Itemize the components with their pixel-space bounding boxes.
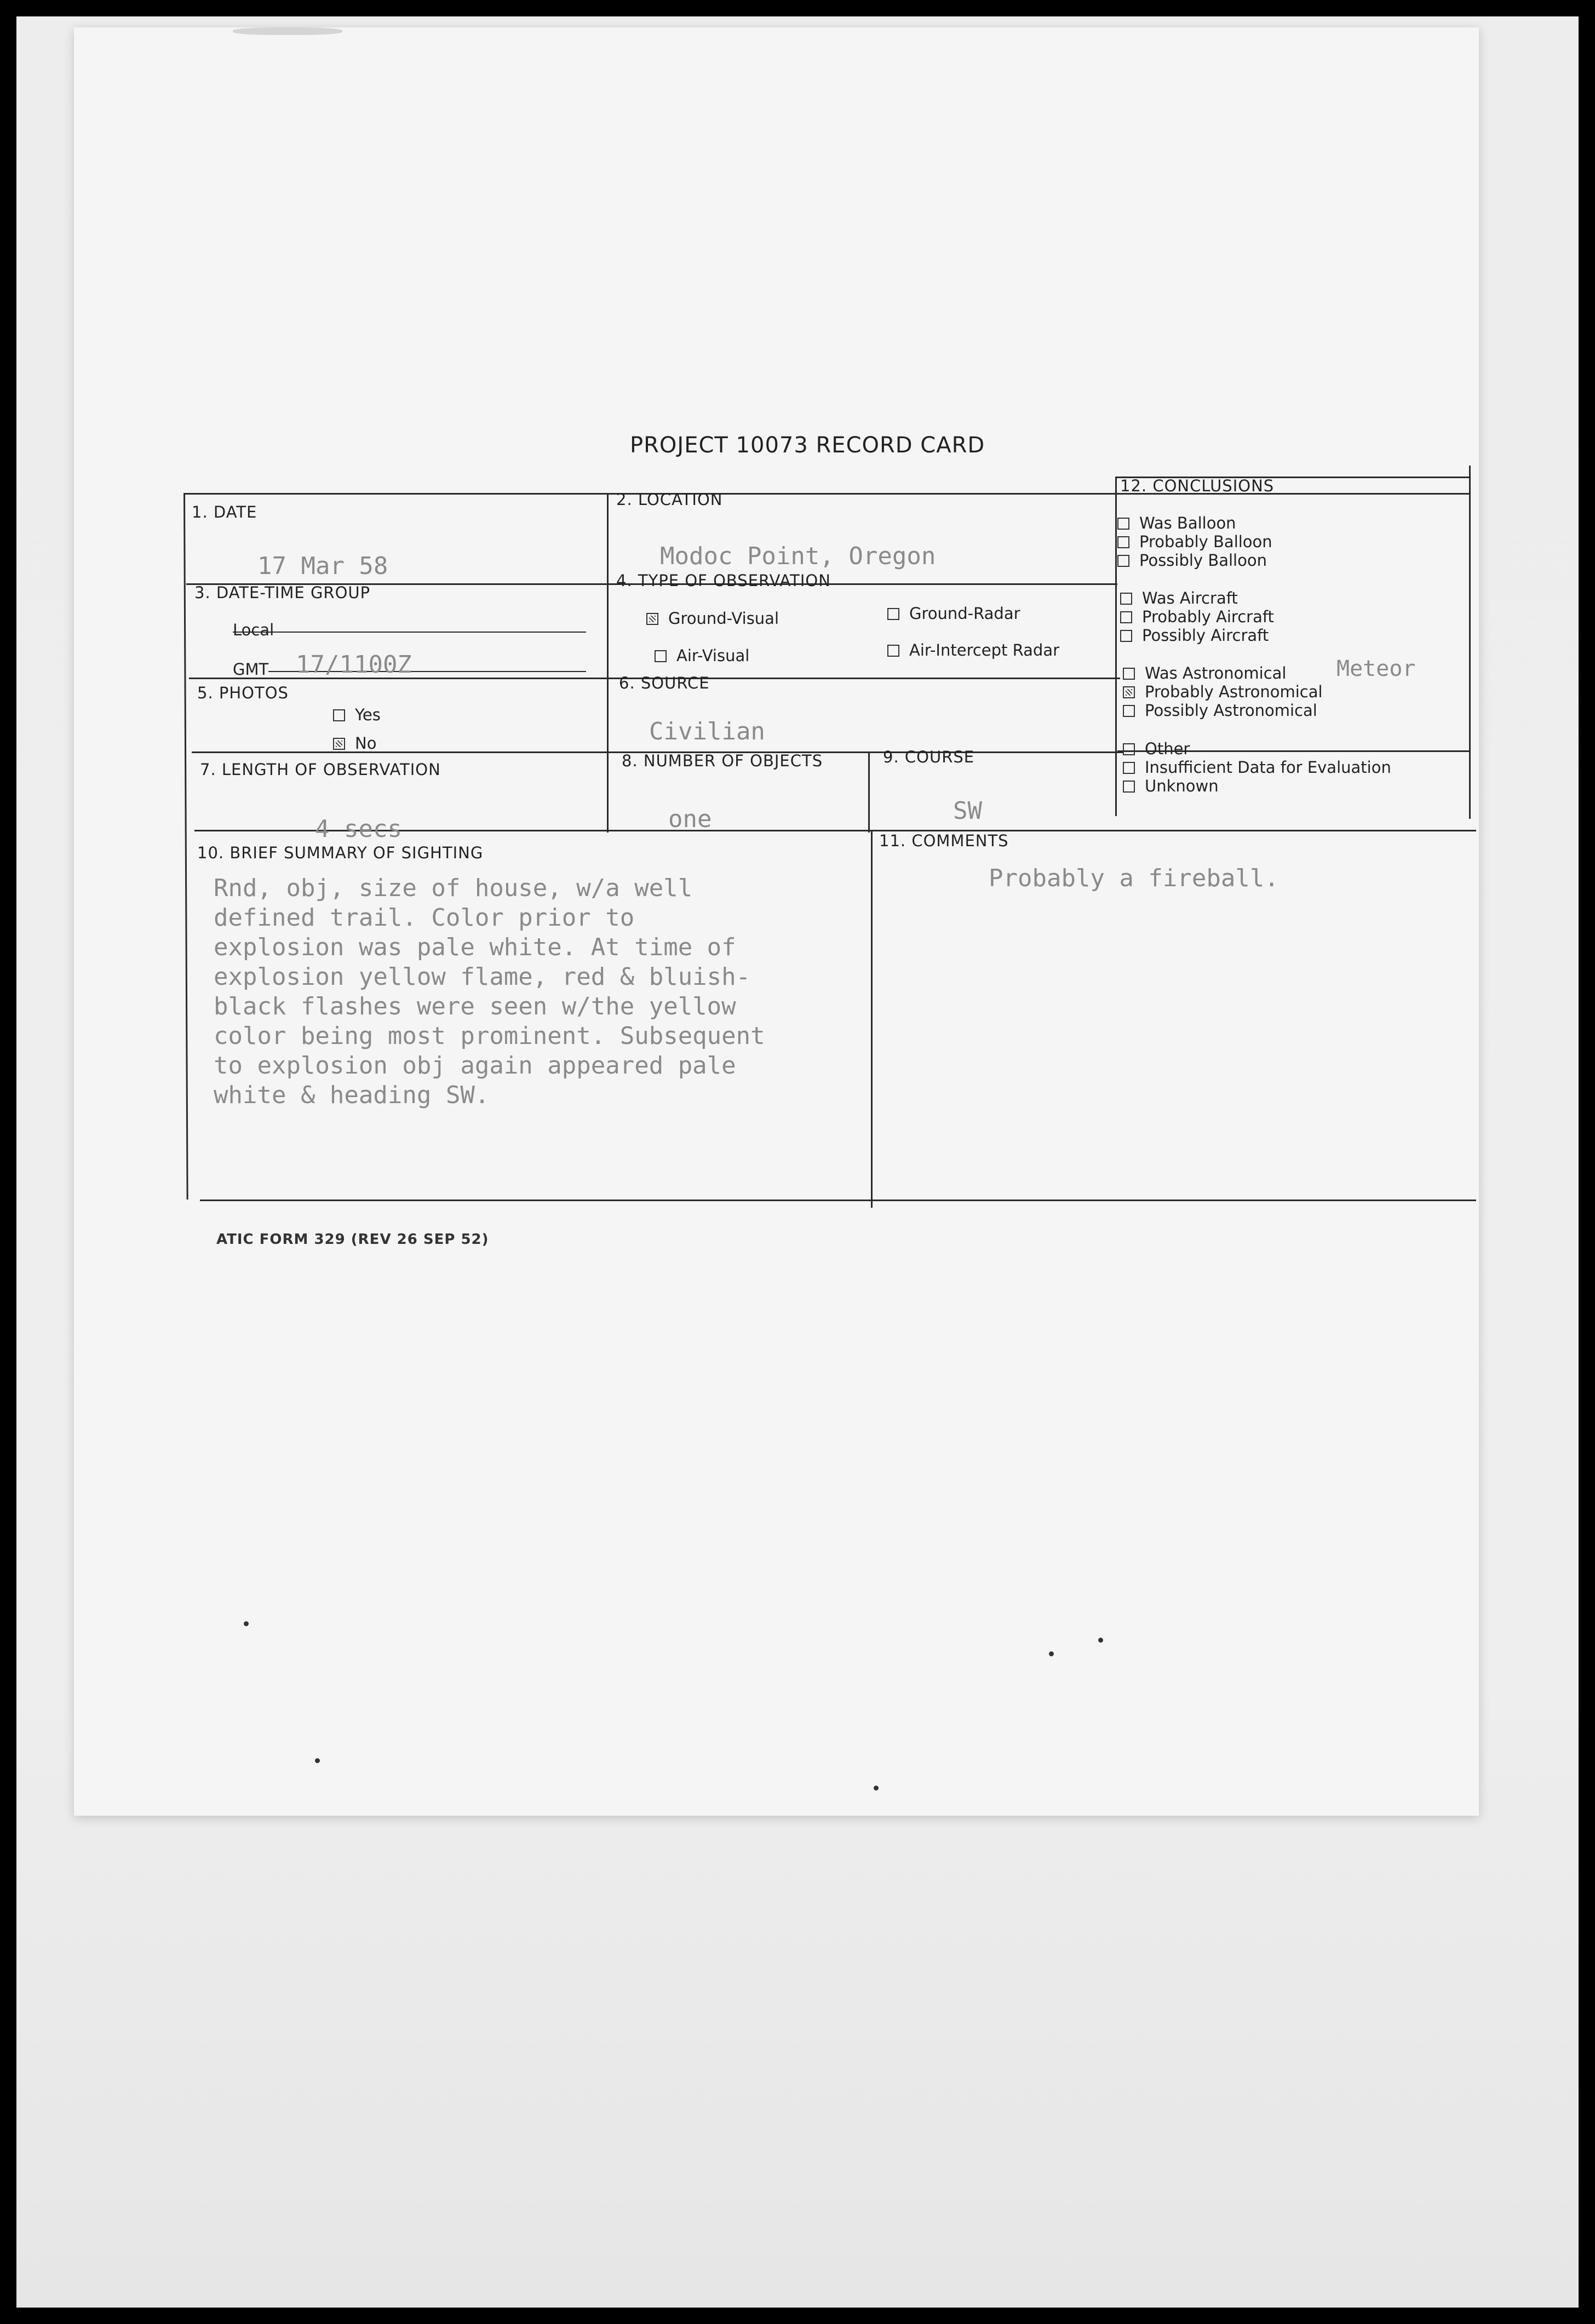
location-label: 2. LOCATION [616,490,723,509]
conclusion-probably-aircraft: Probably Aircraft [1120,607,1274,626]
local-underline [233,632,586,633]
photos-yes-option: Yes [333,705,381,724]
type-of-observation-label: 4. TYPE OF OBSERVATION [616,571,831,590]
conclusion-insufficient-data: Insufficient Data for Evaluation [1123,758,1391,777]
conclusion-other: Other [1123,739,1190,758]
source-label: 6. SOURCE [619,674,710,692]
conclusion-probably-balloon: Probably Balloon [1117,532,1272,551]
air-intercept-radar-option: Air-Intercept Radar [887,641,1059,659]
checkbox-icon [655,650,667,662]
summary-line: explosion was pale white. At time of [214,933,736,961]
conclusions-label: 12. CONCLUSIONS [1120,477,1275,495]
summary-line: white & heading SW. [214,1081,490,1109]
scan-smudge [233,27,342,35]
number-of-objects-value: one [668,805,712,833]
checkbox-icon [333,709,345,721]
checkbox-icon [1123,743,1135,755]
date-value: 17 Mar 58 [257,552,388,580]
checkbox-icon [1120,611,1132,623]
dust-speck [1098,1638,1103,1643]
course-value: SW [953,797,982,825]
astronomical-note: Meteor [1336,656,1416,681]
card-title: PROJECT 10073 RECORD CARD [630,433,985,458]
length-of-observation-value: 4 secs [315,815,402,843]
dust-speck [1049,1651,1054,1656]
summary-line: color being most prominent. Subsequent [214,1022,765,1050]
conclusion-was-balloon: Was Balloon [1117,514,1236,532]
conclusion-was-astronomical: Was Astronomical [1123,664,1286,682]
conclusion-unknown: Unknown [1123,777,1219,795]
rule [868,751,870,833]
checkbox-icon [1117,536,1129,548]
checkbox-icon [646,613,658,625]
gmt-value: 17/1100Z [296,651,412,679]
conclusion-was-aircraft: Was Aircraft [1120,589,1238,607]
conclusion-possibly-astronomical: Possibly Astronomical [1123,701,1317,720]
dust-speck [315,1758,320,1763]
checkbox-icon [1117,518,1129,530]
date-time-group-label: 3. DATE-TIME GROUP [194,583,371,602]
summary-line: to explosion obj again appeared pale [214,1052,736,1080]
number-of-objects-label: 8. NUMBER OF OBJECTS [622,751,823,770]
summary-line: Rnd, obj, size of house, w/a well [214,874,693,902]
checkbox-icon [1123,705,1135,717]
rule [200,1200,1476,1201]
checkbox-icon [1123,668,1135,680]
form-id: ATIC FORM 329 (REV 26 SEP 52) [216,1231,489,1248]
checkbox-icon [1120,593,1132,605]
ground-radar-option: Ground-Radar [887,604,1020,623]
checkbox-icon [1123,762,1135,774]
checkbox-icon [887,608,899,620]
conclusion-probably-astronomical: Probably Astronomical [1123,682,1323,701]
brief-summary-label: 10. BRIEF SUMMARY OF SIGHTING [197,843,484,862]
photos-label: 5. PHOTOS [197,684,289,702]
checkbox-icon [1123,686,1135,698]
conclusion-possibly-aircraft: Possibly Aircraft [1120,626,1269,645]
rule [607,493,609,833]
gmt-label: GMT [233,660,269,679]
other-underline [1194,750,1468,751]
comments-value: Probably a fireball. [989,864,1279,892]
location-value: Modoc Point, Oregon [660,542,936,570]
checkbox-icon [1120,630,1132,642]
summary-line: defined trail. Color prior to [214,904,635,932]
course-label: 9. COURSE [883,748,975,766]
source-value: Civilian [649,718,765,745]
summary-line: black flashes were seen w/the yellow [214,992,736,1020]
local-label: Local [233,621,274,639]
rule [1115,477,1117,816]
dust-speck [244,1621,249,1626]
checkbox-icon [1117,555,1129,567]
length-of-observation-label: 7. LENGTH OF OBSERVATION [200,760,441,779]
date-label: 1. DATE [192,503,257,521]
rule [1469,466,1471,819]
brief-summary-text [214,874,893,1110]
comments-label: 11. COMMENTS [879,831,1009,850]
air-visual-option: Air-Visual [655,646,749,665]
checkbox-icon [887,645,899,657]
conclusion-possibly-balloon: Possibly Balloon [1117,551,1267,570]
photos-no-option: No [333,734,376,753]
checkbox-icon [1123,781,1135,793]
rule [183,493,1471,495]
checkbox-icon [333,738,345,750]
ground-visual-option: Ground-Visual [646,609,779,628]
summary-line: explosion yellow flame, red & bluish- [214,963,751,991]
dust-speck [874,1786,879,1791]
